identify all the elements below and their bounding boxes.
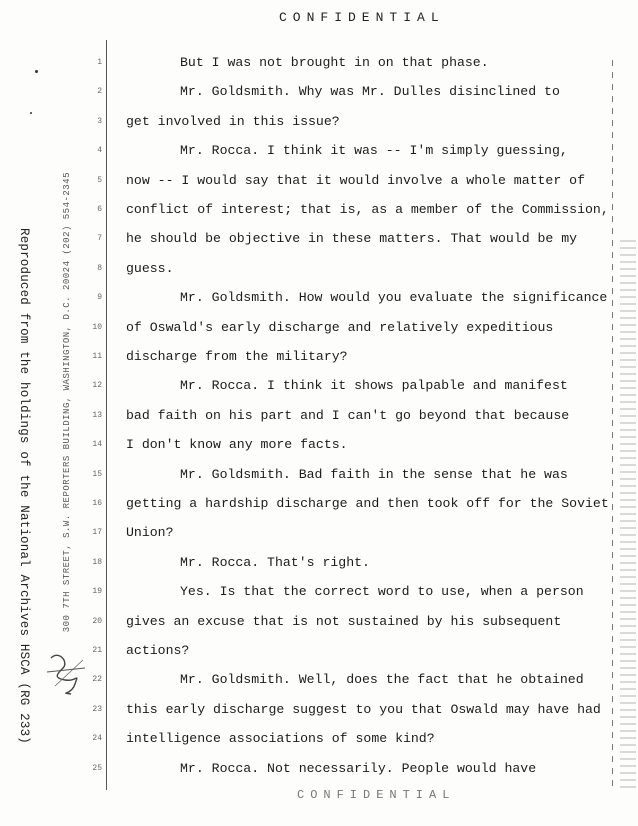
line-number: 5 — [97, 176, 102, 185]
line-number: 21 — [92, 646, 102, 655]
transcript-line: now -- I would say that it would involve a whole matter of — [126, 173, 585, 188]
transcript-line: he should be objective in these matters. That would be my — [126, 231, 578, 246]
line-number: 9 — [97, 293, 102, 302]
line-number: 19 — [92, 587, 102, 596]
line-number: 25 — [92, 764, 102, 773]
transcript-line: Mr. Goldsmith. Why was Mr. Dulles disinclined to — [180, 84, 560, 99]
line-number: 16 — [92, 499, 102, 508]
transcript-line: I don't know any more facts. — [126, 437, 348, 452]
transcript-line: But I was not brought in on that phase. — [180, 55, 489, 70]
line-number: 2 — [97, 87, 102, 96]
line-number: 6 — [97, 205, 102, 214]
transcript-line: Mr. Rocca. That's right. — [180, 555, 370, 570]
transcript-line: get involved in this issue? — [126, 114, 340, 129]
transcript-line: Yes. Is that the correct word to use, when a person — [180, 584, 584, 599]
right-margin-rule — [612, 60, 613, 790]
scan-dust-dot — [30, 112, 32, 114]
line-number: 23 — [92, 705, 102, 714]
reporter-address-stamp: 300 7TH STREET, S.W. REPORTERS BUILDING, WASHINGTON, D.C. 20024 (202) 554-2345 — [62, 172, 72, 633]
transcript-line: Mr. Goldsmith. How would you evaluate the significance — [180, 290, 608, 305]
line-number: 4 — [97, 146, 102, 155]
line-number: 24 — [92, 734, 102, 743]
line-number: 17 — [92, 528, 102, 537]
line-number: 12 — [92, 381, 102, 390]
line-number: 15 — [92, 470, 102, 479]
line-number: 8 — [97, 264, 102, 273]
confidential-header: CONFIDENTIAL — [279, 10, 445, 25]
transcript-line: of Oswald's early discharge and relatively expeditious — [126, 320, 554, 335]
transcript-line: actions? — [126, 643, 190, 658]
line-number: 18 — [92, 558, 102, 567]
archive-reproduction-note: Reproduced from the holdings of the National Archives HSCA (RG 233) — [17, 228, 31, 744]
line-number: 7 — [97, 234, 102, 243]
transcript-line: intelligence associations of some kind? — [126, 731, 435, 746]
line-number: 10 — [92, 323, 102, 332]
handwritten-mark-icon — [45, 648, 91, 698]
line-number: 14 — [92, 440, 102, 449]
transcript-line: gives an excuse that is not sustained by his subsequent — [126, 614, 562, 629]
transcript-line: bad faith on his part and I can't go beyond that because — [126, 408, 570, 423]
scan-edge-noise — [620, 240, 636, 790]
transcript-line: Mr. Rocca. I think it shows palpable and manifest — [180, 378, 568, 393]
line-number: 22 — [92, 675, 102, 684]
transcript-line: getting a hardship discharge and then took off for the Soviet — [126, 496, 609, 511]
line-number: 20 — [92, 617, 102, 626]
line-number: 13 — [92, 411, 102, 420]
transcript-line: Mr. Rocca. Not necessarily. People would have — [180, 761, 537, 776]
line-number: 1 — [97, 58, 102, 67]
transcript-line: Mr. Goldsmith. Bad faith in the sense that he was — [180, 467, 568, 482]
transcript-line: conflict of interest; that is, as a member of the Commission, — [126, 202, 609, 217]
transcript-line: Mr. Rocca. I think it was -- I'm simply guessing, — [180, 143, 568, 158]
transcript-line: this early discharge suggest to you that Oswald may have had — [126, 702, 601, 717]
transcript-line: Union? — [126, 525, 174, 540]
transcript-line: Mr. Goldsmith. Well, does the fact that he obtained — [180, 672, 584, 687]
left-margin-rule — [106, 40, 107, 790]
transcript-line: guess. — [126, 261, 174, 276]
line-number: 3 — [97, 117, 102, 126]
confidential-footer: CONFIDENTIAL — [297, 788, 456, 802]
transcript-line: discharge from the military? — [126, 349, 348, 364]
scan-dust-dot — [35, 70, 38, 73]
line-number: 11 — [92, 352, 102, 361]
